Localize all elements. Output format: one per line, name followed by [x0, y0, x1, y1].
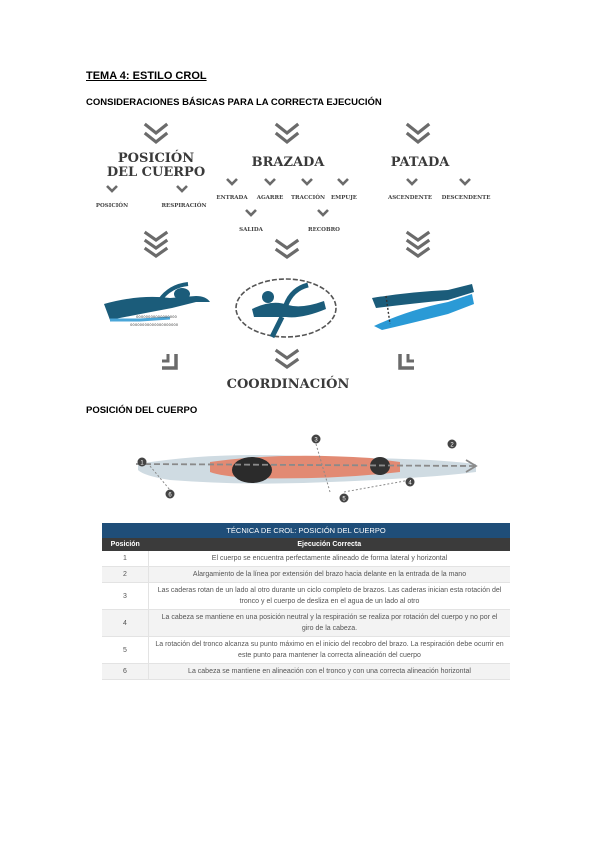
table-row	[102, 664, 510, 680]
chevron-down-icon	[300, 177, 314, 186]
chevron-down-icon	[316, 208, 330, 217]
marker-1-label: 1	[140, 460, 144, 467]
column-header-position: Posición	[102, 538, 149, 551]
kick-phase: DESCENDENTE	[441, 195, 491, 201]
row-execution: El cuerpo se encuentra perfectamente alineado de forma lateral y horizontal	[149, 551, 511, 567]
chevron-down-icon	[225, 177, 239, 186]
section-subtitle: CONSIDERACIONES BÁSICAS PARA LA CORRECTA EJECUCIÓN	[86, 97, 382, 108]
row-execution: La cabeza se mantiene en alineación con el tronco y con una correcta alineación horizontal	[149, 664, 511, 680]
marker-2-label: 2	[450, 442, 454, 449]
chevron-down-icon	[105, 184, 119, 193]
row-execution: La cabeza se mantiene en una posición neutral y la respiración se realiza por rotación del cuerpo y no por el giro de la cabeza.	[149, 610, 511, 637]
stroke-phase: SALIDA	[239, 227, 263, 233]
corner-arrow-icon	[394, 352, 416, 374]
column-header-execution: Ejecución Correcta	[149, 538, 511, 551]
technique-table	[102, 523, 510, 680]
svg-text:oooooooooooooooooooo: oooooooooooooooooooo	[130, 322, 179, 327]
marker-5-label: 5	[342, 496, 346, 503]
table-row	[102, 583, 510, 610]
corner-arrow-icon	[160, 352, 182, 374]
stroke-phase: ENTRADA	[216, 195, 248, 201]
body-position-heading: POSICIÓN DEL CUERPO	[106, 151, 206, 180]
marker-3-label: 3	[314, 437, 318, 444]
row-position: 1	[102, 551, 149, 567]
row-position: 2	[102, 567, 149, 583]
table-row	[102, 610, 510, 637]
swimmer-body-position-illustration	[100, 280, 212, 332]
row-position: 5	[102, 637, 149, 664]
kick-phase: ASCENDENTE	[387, 195, 433, 201]
stroke-heading: BRAZADA	[251, 155, 325, 170]
row-position: 6	[102, 664, 149, 680]
row-execution: Alargamiento de la línea por extensión del brazo hacia delante en la entrada de la mano	[149, 567, 511, 583]
chevron-down-icon	[143, 230, 169, 262]
topic-title: TEMA 4: ESTILO CROL	[86, 70, 207, 82]
kick-heading: PATADA	[390, 155, 450, 170]
chevron-down-icon	[458, 177, 472, 186]
row-position: 3	[102, 583, 149, 610]
kick-illustration	[368, 280, 478, 330]
chevron-down-icon	[175, 184, 189, 193]
marker-6-label: 6	[168, 492, 172, 499]
coordination-heading: COORDINACIÓN	[226, 377, 350, 392]
row-execution: La rotación del tronco alcanza su punto máximo en el inicio del recobro del brazo. La respiración debe ocurrir en este punto para mantener la correcta alineación del cuerpo	[149, 637, 511, 664]
chevron-down-icon	[244, 208, 258, 217]
body-position-figure	[130, 430, 482, 510]
row-execution: Las caderas rotan de un lado al otro durante un ciclo completo de brazos. Las caderas inician esta rotación del tronco y el cuerpo de desliza en el agua de un lado al otro	[149, 583, 511, 610]
chevron-down-icon	[263, 177, 277, 186]
chevron-down-icon	[405, 230, 431, 262]
table-row	[102, 551, 510, 567]
chevron-down-icon	[274, 122, 300, 146]
chevron-down-icon	[405, 177, 419, 186]
swimmer-stroke-illustration	[232, 275, 340, 341]
chevron-down-icon	[405, 122, 431, 146]
svg-text:ooooooooooooooooo: ooooooooooooooooo	[136, 314, 177, 319]
stroke-phase: TRACCIÓN	[290, 195, 326, 201]
table-title: TÉCNICA DE CROL: POSICIÓN DEL CUERPO	[102, 523, 510, 538]
stroke-phase: RECOBRO	[308, 227, 340, 233]
table-row	[102, 567, 510, 583]
body-position-item: POSICIÓN	[95, 203, 129, 209]
body-position-section-title: POSICIÓN DEL CUERPO	[86, 405, 198, 416]
chevron-down-icon	[143, 122, 169, 146]
table-row	[102, 637, 510, 664]
chevron-down-icon	[274, 348, 300, 374]
chevron-down-icon	[274, 238, 300, 264]
row-position: 4	[102, 610, 149, 637]
stroke-phase: EMPUJE	[330, 195, 357, 201]
stroke-phase: AGARRE	[256, 195, 284, 201]
chevron-down-icon	[336, 177, 350, 186]
marker-4-label: 4	[408, 480, 412, 487]
body-position-item: RESPIRACIÓN	[161, 203, 207, 209]
